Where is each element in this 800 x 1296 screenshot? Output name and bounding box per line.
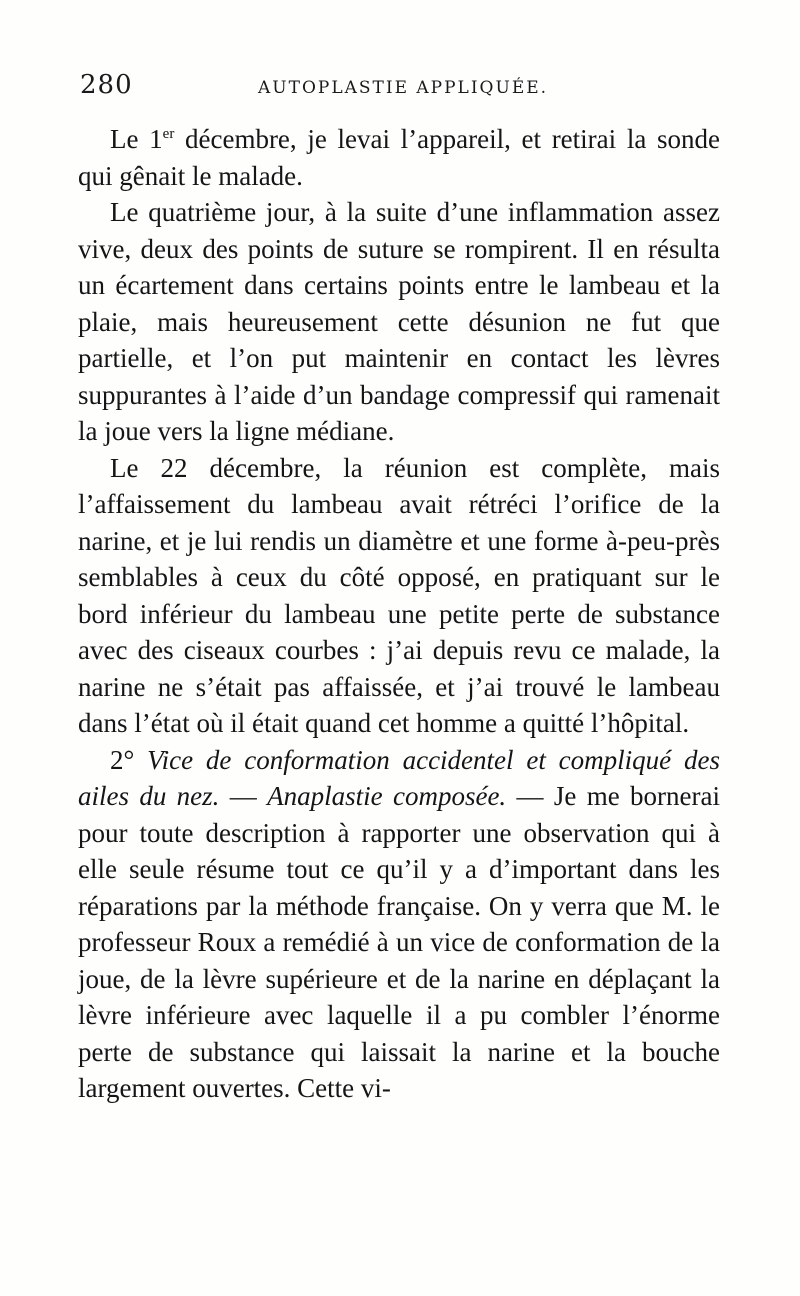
dash-1: — (219, 781, 268, 811)
page-header (80, 70, 720, 110)
running-title: AUTOPLASTIE APPLIQUÉE. (258, 78, 549, 98)
paragraph-4-rest: — Je me bornerai pour toute description à rapporter une observation qui à elle seule résume tout ce qu’il y a d’important dans les réparations par la méthode française. On y verra que M. le professeur Roux a remédié à un vice de conformation de la joue, de la lèvre supérieure et de la narine en déplaçant la lèvre inférieure avec laquelle il a pu combler l’énorme perte de substance qui laissait la narine et la bouche largement ouvertes. Cette vi- (78, 781, 720, 1103)
superscript-er: er (162, 126, 175, 142)
body-text (78, 116, 720, 1107)
section-subtitle: Anaplastie composée. (267, 781, 507, 811)
section-title: Vice de conformation accidentel et compliqué des ailes du nez. (78, 744, 720, 811)
paragraph-1-rest: décembre, je levai l’appareil, et retirai la sonde qui gênait le malade. (78, 124, 720, 191)
section-number: 2° (110, 744, 148, 775)
paragraph-3: Le 22 décembre, la réunion est complète, mais l’affaissement du lambeau avait rétréci l’orifice de la narine, et je lui rendis un diamètre et une forme à-peu-près semblables à ceux du côté opposé, en pratiquant sur le bord inférieur du lambeau une petite perte de substance avec des ciseaux courbes : j’ai depuis revu ce malade, la narine ne s’était pas affaissée, et j’ai trouvé le lambeau dans l’état où il était quand cet homme a quitté l’hôpital. (78, 452, 720, 738)
paragraph-1 (78, 116, 720, 194)
paragraph-4 (78, 742, 720, 1107)
paragraph-1-start: Le 1 (110, 124, 163, 154)
paragraph-2: Le quatrième jour, à la suite d’une inflammation assez vive, deux des points de suture se rompirent. Il en résulta un écartement dans certains points entre le lambeau et la plaie, mais heureusement cette désunion ne fut que partielle, et l’on put maintenir en contact les lèvres suppurantes à l’aide d’un bandage compressif qui ramenait la joue vers la ligne médiane. (78, 197, 720, 446)
page-number: 280 (80, 70, 133, 100)
